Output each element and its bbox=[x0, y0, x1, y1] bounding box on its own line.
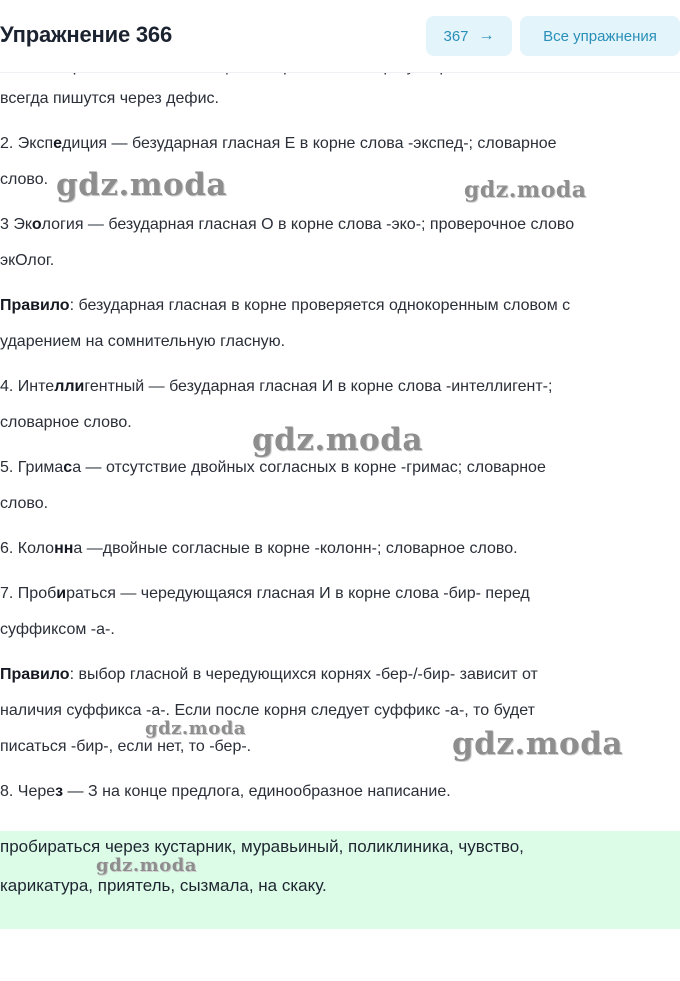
highlight-letter: и bbox=[56, 585, 67, 602]
rule-2-line-2: наличия суффикса -а-. Если после корня следует суффикс -а-, то будет bbox=[0, 702, 535, 719]
text-span: логия — безударная гласная О в корне слова -эко-; проверочное слово bbox=[41, 216, 575, 233]
watermark-logo: gdz.moda bbox=[452, 726, 623, 762]
item-3-line-1 bbox=[0, 216, 574, 234]
item-4-line-1 bbox=[0, 378, 552, 396]
highlight-letter: е bbox=[53, 135, 63, 152]
watermark-logo: gdz.moda bbox=[56, 167, 227, 203]
answer-line-1: пробираться через кустарник, муравьиный, поликлиника, чувство, bbox=[0, 837, 524, 856]
text-span: : безударная гласная в корне проверяется однокоренным словом с bbox=[69, 297, 571, 314]
text-span: 6. Коло bbox=[0, 540, 55, 557]
rule-2-line-3: писаться -бир-, если нет, то -бер-. bbox=[0, 738, 252, 755]
paragraph-1: всегда пишутся через дефис. bbox=[0, 90, 219, 107]
next-exercise-label: 367 bbox=[443, 27, 469, 45]
all-exercises-button[interactable]: Все упражнения bbox=[520, 16, 680, 56]
text-span: 7. Проб bbox=[0, 585, 57, 602]
item-2-line-2: слово. bbox=[0, 171, 49, 188]
answer-line-2: карикатура, приятель, сызмала, на скаку. bbox=[0, 876, 327, 895]
next-exercise-button[interactable] bbox=[426, 16, 512, 56]
text-span: а — отсутствие двойных согласных в корне -гримас; словарное bbox=[72, 459, 546, 476]
rule-1-line-1 bbox=[0, 297, 570, 315]
text-span: а —двойные согласные в корне -колонн-; словарное слово. bbox=[73, 540, 518, 557]
text-span: : выбор гласной в чередующихся корнях -бер-/-бир- зависит от bbox=[69, 666, 538, 683]
item-4-line-2: словарное слово. bbox=[0, 414, 132, 431]
item-7-line-1 bbox=[0, 585, 530, 603]
arrow-right-icon: → bbox=[478, 27, 495, 44]
rule-label: Правило bbox=[0, 666, 70, 683]
text-span: 3 Эк bbox=[0, 216, 32, 233]
highlight-letter: нн bbox=[54, 540, 74, 557]
text-span: 4. Инт bbox=[0, 378, 46, 395]
text-span: диция — безударная гласная Е в корне слова -экспед-; словарное bbox=[62, 135, 557, 152]
item-8-line bbox=[0, 783, 451, 801]
text-span: гентный — безударная гласная И в корне слова -интеллигент-; bbox=[84, 378, 553, 395]
text-span: раться — чередующаяся гласная И в корне слова -бир- перед bbox=[66, 585, 530, 602]
highlight-letter: с bbox=[63, 459, 73, 476]
item-5-line-2: слово. bbox=[0, 495, 49, 512]
highlight-letter: з bbox=[55, 783, 64, 800]
item-3-line-2: экОлог. bbox=[0, 252, 55, 269]
text-span: е bbox=[45, 378, 55, 395]
header-bar bbox=[0, 0, 680, 73]
watermark-logo: gdz.moda bbox=[145, 718, 246, 739]
highlight-letter: лл bbox=[54, 378, 75, 395]
text-span: 8. Чере bbox=[0, 783, 56, 800]
text-span: — З на конце предлога, единообразное написание. bbox=[63, 783, 451, 800]
rule-label: Правило bbox=[0, 297, 70, 314]
highlight-letter: о bbox=[31, 216, 42, 233]
rule-1-line-2: ударением на сомнительную гласную. bbox=[0, 333, 286, 350]
item-2-line-1 bbox=[0, 135, 557, 153]
answer-box bbox=[0, 831, 680, 929]
page-title: Упражнение 366 bbox=[0, 22, 172, 47]
item-6-line bbox=[0, 540, 518, 558]
watermark-logo: gdz.moda bbox=[96, 855, 197, 876]
text-span: 5. Грима bbox=[0, 459, 64, 476]
text-span: 2. Эксп bbox=[0, 135, 54, 152]
item-7-line-2: суффиксом -а-. bbox=[0, 621, 115, 638]
highlight-letter: и bbox=[74, 378, 85, 395]
item-5-line-1 bbox=[0, 459, 546, 477]
watermark-logo: gdz.moda bbox=[464, 177, 587, 203]
rule-2-line-1 bbox=[0, 666, 538, 684]
watermark-logo: gdz.moda bbox=[252, 422, 423, 458]
